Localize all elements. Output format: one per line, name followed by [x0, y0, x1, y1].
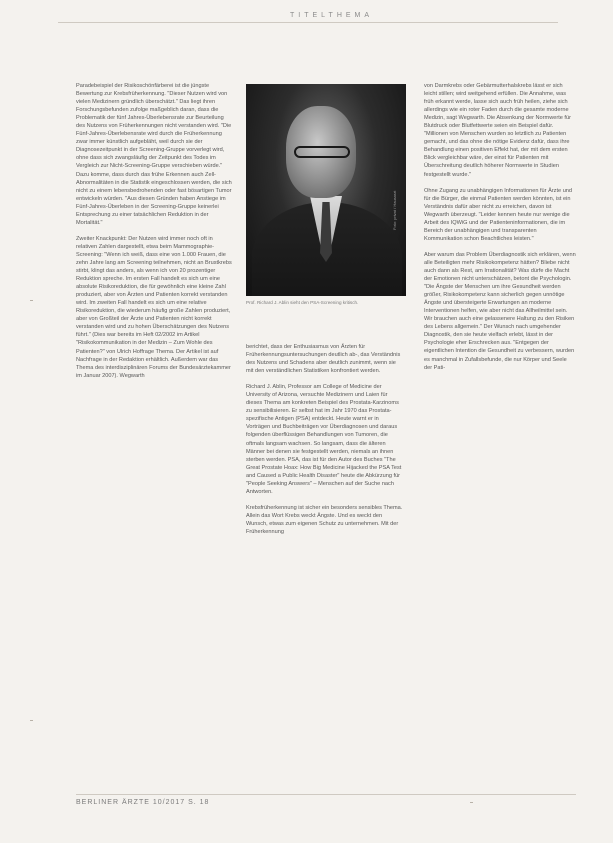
text-column-2 [246, 343, 404, 544]
paragraph: Paradebeispiel der Risikoschönfärberei ist die jüngste Bewertung zur Krebsfrüherkennung. "Dieser Nutzen wird von vielen Medizinern gründlich überschätzt." Das liegt ihren Forschungsbefunden zufolge maßgeblich daran, dass die Problematik der fünf Jahres-Überlebensrate zur Beurteilung des Nutzens von Früherkennungen nicht verstanden wird. "Die Fünf-Jahres-Überlebensrate wird durch die Früherkennung zwar immer künstlich aufgebläht, weil durch sie der Diagnosezeitpunkt in der Screening-Gruppe vorverlegt wird, ohne dass sich zwangsläufig der Zeitpunkt des Todes im Vergleich zur Nicht-Screening-Gruppe verschieben würde." Dazu komme, dass durch das frühe Erkennen auch Zell-Abnormalitäten in die Statistik eingeschlossen werden, die sich nicht zu einem lebensbedrohenden oder fast bösartigen Tumor entwickeln würden. "Aus diesen Gründen haben Anstiege im Fünf-Jahres-Überleben in der Screening-Gruppe keinerlei Entsprechung zu einer tatsächlichen Reduktion in der Mortalität." [76, 83, 232, 226]
scan-mark [30, 720, 33, 721]
paragraph: Aber warum das Problem Überdiagnostik sich erklären, wenn alle Beteiligten mehr Risikokompetenz hätten? Bliebe nicht auch dann als Rest, am Irrationalität? Was dürfe die Macht der Emotionen nicht unterschätzen, betont die Psychologin. "Die Ängste der Menschen um ihre Gesundheit werden größer, Risikokompetenz kann sicherlich gegen unnötige Ängste und übersteigerte Erwartungen an moderne Interventionen helfen, wie aber nicht das Allheilmittel sein. Wir brauchen auch eine gelassenere Haltung zu den Risiken des Lebens allgemein." Der Wunsch nach umgehender Diagnostik, den sie heute vielfach erlebt, lässt in der Psychologie eher Erschrecken aus. "Entgegen der eigentlichen Intention die Gesundheit zu verbessern, wurden es manchmal in Zufallsbefunde, die nur Körper und Seele der Pati- [424, 251, 576, 371]
paragraph: Krebsfrüherkennung ist sicher ein besonders sensibles Thema. Allein das Wort Krebs weckt Ängste. Und es weckt den Wunsch, etwas zum eigenen Schutz zu unternehmen. Mit der Früherkennung [246, 504, 403, 535]
scan-mark [470, 802, 473, 803]
header-rule [58, 22, 558, 23]
scan-mark [30, 300, 33, 301]
paragraph: Ohne Zugang zu unabhängigen Informationen für Ärzte und für die Bürger, die einmal Patienten werden könnten, ist ein Verständnis dafür aber nicht zu erreichen, davon ist Wegwarth überzeugt. "Leider kennen heute nur wenige die Arbeit des IQWiG und der Patienteninformationen, die im Bereich der unabhängigen und transparenten Kommunikation schon Beachtliches leisten." [424, 187, 573, 242]
text-column-3 [424, 82, 576, 380]
page-footer: BERLINER ÄRZTE 10/2017 S. 18 [76, 794, 576, 806]
paragraph: von Darmkrebs oder Gebärmutterhalskrebs lässt er sich leicht stillen; wird weitgehend erfüllen. Die Annahme, was früh erkannt werde, lasse sich auch früh heilen, ziehe sich allerdings wie ein roter Faden durch die gesamte moderne Medizin, sagt Wegwarth. Die Absenkung der Normwerte für Blutdruck oder Blutfettwerte seien ein Beispiel dafür. "Millionen von Menschen wurden so letztlich zu Patienten gemacht, und das ohne die nötige Evidenz dafür, dass ihre Behandlung einen positiven Effekt hat, der mit dem ersten Blick vergleichbar wäre, der einst für Patienten mit Überschreitung deutlich höherer Normwerte in Studien festgestellt wurde." [424, 83, 571, 178]
photo-caption: Prof. Richard J. Ablin sieht den PSA-Screening kritisch. [246, 300, 359, 305]
photo-credit: Foto: privat / Hausarzt [392, 190, 397, 230]
paragraph: berichtet, dass der Enthusiasmus von Ärzten für Früherkennungsuntersuchungen deutlich ab-, das Verständnis des Nutzens und Schadens aber deutlich zunimmt, wenn sie mit den verständlichen Statistiken konfrontiert werden. [246, 344, 401, 375]
photo-glasses-shape [294, 146, 350, 158]
paragraph: Zweiter Knackpunkt: Der Nutzen wird immer noch oft in relativen Zahlen dargestellt, etwa beim Mammographie-Screening: "Wenn ich weiß, dass eine von 1.000 Frauen, die zehn Jahre lang am Screening teilnehmen, nicht an Brustkrebs stirbt, klingt das anders, als wenn ich von 20 prozentiger Reduktion spreche. Im ersten Fall handelt es sich um eine absolute Risikoreduktion, die für gewöhnlich eine kleine Zahl produziert, aber von Ärzten und Patienten korrekt verstanden wird. Im zweiten Fall handelt es sich um eine relative Risikoreduktion, die wiederum häufig große Zahlen produziert, aber von Großteil der Ärzte und Patienten nicht korrekt verstanden wird und zu hohen Überschätzungen des Nutzens führt." (Dies war bereits im Heft 02/2002 im Artikel "Risikokommunikation in der Medizin – Zum Wohle des Patienten?" von Ulrich Hoffrage Thema. Der Artikel ist auf Nachfrage in der Redaktion erhältlich. Außerdem war das Thema des interdisziplinären Forums der Bundesärztekammer im Januar 2007). Wegwarth [76, 235, 232, 379]
portrait-photo [246, 84, 406, 296]
text-column-1 [76, 82, 234, 388]
paragraph: Richard J. Ablin, Professor am College of Medicine der University of Arizona, versuchte Medizinern und Laien für dieses Thema am konkreten Beispiel des Prostata-Karzinoms zu sensibilisieren. Er selbst hat im Jahr 1970 das Prostata-spezifische Antigen (PSA) entdeckt. Heute warnt er in Vorträgen und Buchbeiträgen vor Überdiagnosen und daraus folgenden überflüssigen Behandlungen von Tumoren, die oftmals langsam wachsen. So langsam, dass die älteren Männer bei denen sie festgestellt werden, niemals an ihnen sterben werden. PSA, das ist für den Autor des Buches "The Great Prostate Hoax: How Big Medicine Hijacked the PSA Test and Caused a Public Health Disaster" heute die Abkürzung für "People Seeking Answers" – Menschen auf der Suche nach Antworten. [246, 384, 402, 495]
section-label: TITELTHEMA [290, 12, 374, 19]
